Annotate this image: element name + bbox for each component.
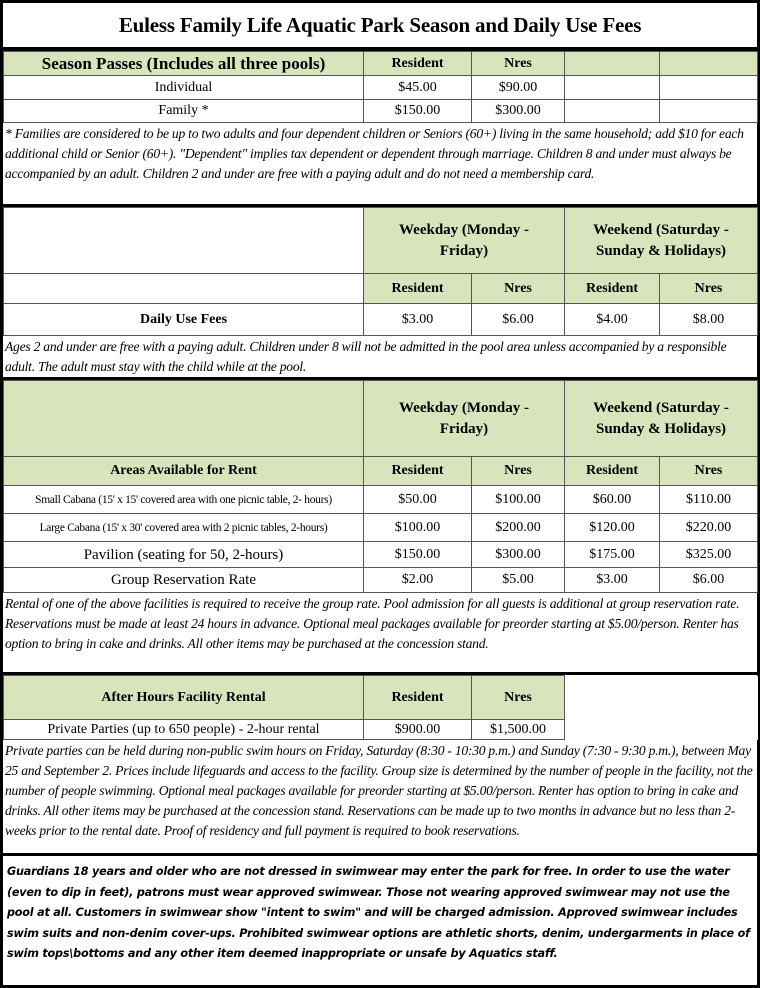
price: $200.00: [472, 514, 565, 542]
price: $60.00: [565, 486, 660, 514]
empty-cell: [565, 52, 660, 76]
price: $3.00: [565, 568, 660, 593]
table-row: [4, 514, 758, 542]
col-nres: Nres: [472, 676, 565, 720]
guardians-note: Guardians 18 years and older who are not dressed in swimwear may enter the park for free. In order to use the water (even to dip in feet), patrons must wear approved swimwear. Those not wearing approved swimwear may not use the pool at all. Customers in swimwear show "intent to swim" and will be charged admission. Approved swimwear includes swim suits and non-denim cover-ups. Prohibited swimwear options are athletic shorts, denim, undergarments in place of swim tops\bottoms and any other item deemed inappropriate or unsafe by Aquatics staff.: [7, 865, 750, 960]
price: $8.00: [660, 304, 758, 336]
table-row: [4, 486, 758, 514]
empty-cell: [565, 76, 660, 100]
price: $5.00: [472, 568, 565, 593]
price: $2.00: [364, 568, 472, 593]
col-nres: Nres: [472, 457, 565, 486]
empty-cell: [4, 274, 364, 304]
col-nres: Nres: [660, 274, 758, 304]
col-resident: Resident: [565, 457, 660, 486]
price: $6.00: [472, 304, 565, 336]
row-label: Family *: [4, 100, 364, 123]
season-header: Season Passes (Includes all three pools): [4, 52, 364, 76]
table-row: [4, 100, 758, 123]
row-label: Daily Use Fees: [4, 304, 364, 336]
price: $110.00: [660, 486, 758, 514]
row-label: Large Cabana (15' x 30' covered area with 2 picnic tables, 2-hours): [4, 514, 364, 542]
resident-price: $900.00: [364, 720, 472, 740]
weekend-header: Weekend (Saturday - Sunday & Holidays): [565, 208, 758, 274]
row-label: Private Parties (up to 650 people) - 2-hour rental: [4, 720, 364, 740]
daily-note: Ages 2 and under are free with a paying adult. Children under 8 will not be admitted in the pool area unless accompanied by a responsible adult. The adult must stay with the child while at the pool.: [3, 336, 757, 380]
resident-price: $45.00: [364, 76, 472, 100]
price: $175.00: [565, 542, 660, 568]
row-label: Small Cabana (15' x 15' covered area with one picnic table, 2- hours): [4, 486, 364, 514]
empty-cell: [660, 52, 758, 76]
empty-cell: [565, 100, 660, 123]
rental-table: [3, 380, 758, 593]
row-label: Individual: [4, 76, 364, 100]
after-header: After Hours Facility Rental: [4, 676, 364, 720]
page-title: Euless Family Life Aquatic Park Season and Daily Use Fees: [3, 3, 757, 51]
nres-price: $1,500.00: [472, 720, 565, 740]
rent-note: Rental of one of the above facilities is required to receive the group rate. Pool admission for all guests is additional at group reservation rate. Reservations must be made at least 24 hours in advance. Optional meal packages available for preorder starting at $5.00/person. Renter has option to bring in cake and drinks. All other items may be purchased at the concession stand.: [3, 593, 757, 675]
daily-use-table: [3, 207, 758, 336]
empty-cell: [4, 381, 364, 457]
table-row: [4, 304, 758, 336]
price: $3.00: [364, 304, 472, 336]
price: $220.00: [660, 514, 758, 542]
price: $325.00: [660, 542, 758, 568]
price: $50.00: [364, 486, 472, 514]
season-note: * Families are considered to be up to two adults and four dependent children or Seniors (60+) living in the same household; add $10 for each additional child or Senior (60+). "Dependent" implies tax dependent or dependent through marriage. Children 8 and under must always be accompanied by an adult. Children 2 and under are free with a paying adult and do not need a membership card.: [3, 123, 757, 207]
empty-cell: [660, 76, 758, 100]
rent-header: Areas Available for Rent: [4, 457, 364, 486]
empty-cell: [565, 676, 758, 740]
col-resident: Resident: [364, 274, 472, 304]
weekday-header: Weekday (Monday - Friday): [364, 208, 565, 274]
price: $100.00: [472, 486, 565, 514]
table-row: [4, 542, 758, 568]
price: $4.00: [565, 304, 660, 336]
col-nres: Nres: [472, 52, 565, 76]
price: $120.00: [565, 514, 660, 542]
price: $100.00: [364, 514, 472, 542]
price: $6.00: [660, 568, 758, 593]
col-nres: Nres: [660, 457, 758, 486]
empty-cell: [4, 208, 364, 274]
nres-price: $90.00: [472, 76, 565, 100]
price: $300.00: [472, 542, 565, 568]
table-row: [4, 76, 758, 100]
resident-price: $150.00: [364, 100, 472, 123]
price: $150.00: [364, 542, 472, 568]
col-nres: Nres: [472, 274, 565, 304]
row-label: Group Reservation Rate: [4, 568, 364, 593]
empty-cell: [660, 100, 758, 123]
season-passes-table: [3, 51, 758, 123]
weekday-header: Weekday (Monday - Friday): [364, 381, 565, 457]
table-row: [4, 568, 758, 593]
col-resident: Resident: [565, 274, 660, 304]
col-resident: Resident: [364, 52, 472, 76]
after-note: Private parties can be held during non-public swim hours on Friday, Saturday (8:30 - 10:30 p.m.) and Sunday (7:30 - 9:30 p.m.), between May 25 and September 2. Prices include lifeguards and access to the facility. Group size is determined by the number of people in the facility, not the number of people swimming. Optional meal packages available for preorder starting at $5.00/person. Renter has option to bring in cake and drinks. All other items may be purchased at the concession stand. Reservations can be made up to two months in advance but no less than 2-weeks prior to the rental date. Proof of residency and full payment is required to book reservations.: [3, 740, 757, 856]
weekend-header: Weekend (Saturday - Sunday & Holidays): [565, 381, 758, 457]
col-resident: Resident: [364, 676, 472, 720]
after-hours-table: [3, 675, 758, 740]
row-label: Pavilion (seating for 50, 2-hours): [4, 542, 364, 568]
nres-price: $300.00: [472, 100, 565, 123]
col-resident: Resident: [364, 457, 472, 486]
